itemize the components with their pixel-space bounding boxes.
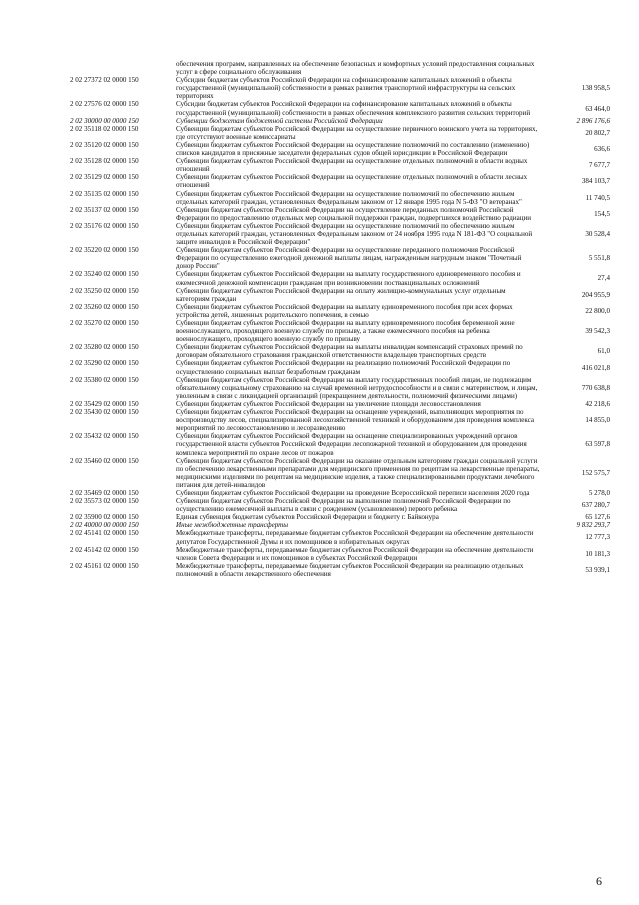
- classification-code: 2 02 35260 02 0000 150: [70, 302, 139, 311]
- revenue-name: Субвенции бюджетам субъектов Российской Федерации на осуществление отдельных полномочий в области водных отношений: [176, 157, 528, 174]
- classification-code: 2 02 40000 00 0000 150: [70, 521, 139, 530]
- table-row: [70, 141, 610, 157]
- revenue-name: Межбюджетные трансферты, передаваемые бюджетам субъектов Российской Федерации на обеспечение деятельности депутатов Государственной Думы и их помощников в избирательных округах: [176, 529, 534, 546]
- table-row: [70, 270, 610, 286]
- revenue-name: Субвенции бюджетам субъектов Российской Федерации на оказание отдельным категориям граждан социальной услуги по обеспечению лекарственными препаратами для медицинского применения по рецептам на лекарственные препараты, медицинскими изделиями по рецептам на медицинские изделия, а также специализированными продуктами лечебного питания для детей-инвалидов: [176, 456, 540, 489]
- table-row: [70, 489, 610, 497]
- classification-code: [70, 60, 176, 76]
- classification-code: 2 02 35118 02 0000 150: [70, 124, 139, 133]
- table-row: [70, 546, 610, 562]
- amount: 152 575,7: [581, 468, 610, 477]
- revenue-name: Субсидии бюджетам субъектов Российской Федерации на софинансирование капитальных вложений в объекты государственной (муниципальной) собственности в рамках обеспечения комплексного развития сельских территорий: [176, 100, 531, 117]
- revenue-name: Субвенции бюджетам субъектов Российской Федерации на осуществление полномочий по составлению (изменению) списков кандидатов в присяжные заседатели федеральных судов общей юрисдикции в Российской Федерации: [176, 140, 530, 158]
- revenue-name: Субвенции бюджетам субъектов Российской Федерации на осуществление переданных полномочий Российской Федерации по предоставлению отдельных мер социальной поддержки граждан, подвергшихся воздействию радиации: [176, 205, 532, 222]
- classification-code: 2 02 35290 02 0000 150: [70, 359, 139, 368]
- amount: 770 638,8: [581, 383, 610, 392]
- classification-code: 2 02 35128 02 0000 150: [70, 157, 139, 166]
- revenue-name: Субсидии бюджетам субъектов Российской Федерации на софинансирование капитальных вложений в объекты государственной (муниципальной) собственности в рамках развития транспортной инфраструктуры на сельских территориях: [176, 76, 516, 101]
- classification-code: 2 02 35250 02 0000 150: [70, 286, 139, 295]
- amount: 5 278,0: [588, 488, 610, 497]
- amount: 2 896 176,6: [576, 116, 610, 125]
- amount: 154,5: [594, 209, 610, 218]
- amount: 384 103,7: [581, 177, 610, 186]
- classification-code: 2 02 35137 02 0000 150: [70, 205, 139, 214]
- revenue-name: Субвенции бюджетам субъектов Российской Федерации на осуществление переданного полномочия Российской Федерации по осуществлению ежегодной денежной выплаты лицам, награжденным нагрудным знаком "Почетный донор России": [176, 246, 522, 271]
- amount: 636,6: [594, 144, 610, 153]
- table-row: [70, 343, 610, 359]
- table-row: [70, 303, 610, 319]
- classification-code: 2 02 35430 02 0000 150: [70, 408, 139, 417]
- amount: [540, 60, 610, 76]
- table-row: [70, 521, 610, 529]
- table-row: [70, 400, 610, 408]
- revenue-name: Субвенции бюджетам субъектов Российской Федерации на выплаты инвалидам компенсаций страховых премий по договорам обязательного страхования гражданской ответственности владельцев транспортных средств: [176, 343, 523, 360]
- table-row: [70, 432, 610, 456]
- amount: 10 181,3: [585, 549, 610, 558]
- amount: 63 464,0: [585, 104, 610, 113]
- table-row: [70, 100, 610, 116]
- classification-code: 2 02 35469 02 0000 150: [70, 488, 139, 497]
- revenue-name: Субвенции бюджетам субъектов Российской Федерации на осуществление отдельных полномочий в области лесных отношений: [176, 173, 528, 190]
- revenue-name: Субвенции бюджетам субъектов Российской Федерации на оплату жилищно-коммунальных услуг отдельным категориям граждан: [176, 286, 506, 303]
- classification-code: 2 02 35573 02 0000 150: [70, 497, 139, 506]
- classification-code: 2 02 35120 02 0000 150: [70, 140, 139, 149]
- page-number: 6: [596, 874, 602, 888]
- revenue-name: Субвенции бюджетам бюджетной системы Российской Федерации: [176, 116, 383, 125]
- table-body: [70, 60, 610, 578]
- table-row: [70, 173, 610, 189]
- amount: 11 740,5: [585, 193, 610, 202]
- revenue-name: Субвенции бюджетам субъектов Российской Федерации на выплату единовременного пособия при всех формах устройства детей, лишенных родительского попечения, в семью: [176, 302, 513, 319]
- amount: 138 958,5: [581, 84, 610, 93]
- classification-code: 2 02 35900 02 0000 150: [70, 513, 139, 522]
- revenue-name: Иные межбюджетные трансферты: [176, 521, 288, 530]
- revenue-name: Субвенции бюджетам субъектов Российской Федерации на увеличение площади лесовосстановления: [176, 399, 481, 408]
- table-row: [70, 376, 610, 400]
- revenue-name: Субвенции бюджетам субъектов Российской Федерации на осуществление полномочий по обеспечению жильем отдельных категорий граждан, установленных Федеральным законом от 12 января 1995 года N 5-ФЗ "О ветеранах": [176, 189, 522, 206]
- revenue-name: Межбюджетные трансферты, передаваемые бюджетам субъектов Российской Федерации на обеспечение деятельности членов Совета Федерации и их помощников в субъектах Российской Федерации: [176, 545, 534, 562]
- amount: 7 677,7: [588, 161, 610, 170]
- revenue-name: обеспечения программ, направленных на обеспечение безопасных и комфортных условий предоставления социальных услуг в сфере социального обслуживания: [176, 60, 535, 77]
- table-row: [70, 359, 610, 375]
- amount: 63 597,8: [585, 440, 610, 449]
- amount: 53 939,1: [585, 565, 610, 574]
- revenue-name: Межбюджетные трансферты, передаваемые бюджетам субъектов Российской Федерации на реализацию отдельных полномочий в области лекарственного обеспечения: [176, 561, 524, 578]
- amount: 416 021,8: [581, 363, 610, 372]
- revenue-name: Субвенции бюджетам субъектов Российской Федерации на выполнение полномочий Российской Федерации по осуществлению ежемесячной выплаты в связи с рождением (усыновлением) первого ребенка: [176, 497, 511, 514]
- classification-code: 2 02 35240 02 0000 150: [70, 270, 139, 279]
- amount: 637 280,7: [581, 501, 610, 510]
- classification-code: 2 02 35280 02 0000 150: [70, 343, 139, 352]
- table-row: [70, 125, 610, 141]
- classification-code: 2 02 35135 02 0000 150: [70, 189, 139, 198]
- classification-code: 2 02 35176 02 0000 150: [70, 221, 139, 230]
- table-row: [70, 60, 610, 76]
- revenue-name: Субвенции бюджетам субъектов Российской Федерации на оснащение учреждений, выполняющих мероприятия по воспроизводству лесов, специализированной лесохозяйственной техникой и оборудованием для проведения комплекса мероприятий по лесовосстановлению и лесоразведению: [176, 408, 535, 433]
- table-row: [70, 246, 610, 270]
- table-row: [70, 157, 610, 173]
- classification-code: 2 02 35460 02 0000 150: [70, 456, 139, 465]
- table-row: [70, 457, 610, 489]
- table-row: [70, 513, 610, 521]
- table-row: [70, 222, 610, 246]
- amount: 42 218,6: [585, 399, 610, 408]
- classification-code: 2 02 45142 02 0000 150: [70, 545, 139, 554]
- amount: 9 832 293,7: [576, 521, 610, 530]
- revenue-name: Единая субвенция бюджетам субъектов Российской Федерации и бюджету г. Байконура: [176, 513, 439, 522]
- amount: 65 127,6: [585, 513, 610, 522]
- revenue-name: Субвенции бюджетам субъектов Российской Федерации на выплату государственных пособий лицам, не подлежащим обязательному социальному страхованию на случай временной нетрудоспособности и в связи с материнством, и лицам, уволенным в связи с ликвидацией организаций (прекращением деятельности, полномочий физическими лицами): [176, 375, 538, 400]
- budget-revenue-table: [70, 60, 610, 578]
- revenue-name: Субвенции бюджетам субъектов Российской Федерации на оснащение специализированных учреждений органов государственной власти субъектов Российской Федерации лесопожарной техникой и оборудованием для проведения комплекса мероприятий по охране лесов от пожаров: [176, 432, 527, 457]
- revenue-name: Субвенции бюджетам субъектов Российской Федерации на осуществление первичного воинского учета на территориях, где отсутствуют военные комиссариаты: [176, 124, 538, 141]
- revenue-name: Субвенции бюджетам субъектов Российской Федерации на проведение Всероссийской переписи населения 2020 года: [176, 488, 530, 497]
- revenue-name: Субвенции бюджетам субъектов Российской Федерации на выплату государственного единовременного пособия и ежемесячной денежной компенсации гражданам при возникновении поствакцинальных осложнений: [176, 270, 521, 287]
- classification-code: 2 02 35432 02 0000 150: [70, 432, 139, 441]
- classification-code: 2 02 27576 02 0000 150: [70, 100, 139, 109]
- revenue-name: Субвенции бюджетам субъектов Российской Федерации на реализацию полномочий Российской Федерации по осуществлению социальных выплат безработным гражданам: [176, 359, 511, 376]
- amount: 12 777,3: [585, 533, 610, 542]
- amount: 30 528,4: [585, 229, 610, 238]
- amount: 5 551,8: [588, 254, 610, 263]
- table-row: [70, 287, 610, 303]
- table-row: [70, 319, 610, 343]
- classification-code: 2 02 45141 02 0000 150: [70, 529, 139, 538]
- amount: 27,4: [597, 274, 610, 283]
- table-row: [70, 497, 610, 513]
- amount: 20 802,7: [585, 128, 610, 137]
- amount: 22 800,0: [585, 306, 610, 315]
- classification-code: 2 02 30000 00 0000 150: [70, 116, 139, 125]
- table-row: [70, 529, 610, 545]
- revenue-name: Субвенции бюджетам субъектов Российской Федерации на выплату единовременного пособия беременной жене военнослужащего, проходящего военную службу по призыву, а также ежемесячного пособия на ребенка военнослужащего, проходящего военную службу по призыву: [176, 319, 515, 344]
- classification-code: 2 02 35129 02 0000 150: [70, 173, 139, 182]
- amount: 204 955,9: [581, 290, 610, 299]
- amount: 61,0: [597, 347, 610, 356]
- amount: 14 855,0: [585, 416, 610, 425]
- table-row: [70, 190, 610, 206]
- table-row: [70, 76, 610, 100]
- classification-code: 2 02 35380 02 0000 150: [70, 375, 139, 384]
- classification-code: 2 02 35429 02 0000 150: [70, 399, 139, 408]
- amount: 39 542,3: [585, 327, 610, 336]
- classification-code: 2 02 45161 02 0000 150: [70, 561, 139, 570]
- table-row: [70, 206, 610, 222]
- classification-code: 2 02 35270 02 0000 150: [70, 319, 139, 327]
- table-row: [70, 408, 610, 432]
- classification-code: 2 02 27372 02 0000 150: [70, 76, 139, 85]
- table-row: [70, 117, 610, 125]
- table-row: [70, 562, 610, 578]
- classification-code: 2 02 35220 02 0000 150: [70, 246, 139, 255]
- revenue-name: Субвенции бюджетам субъектов Российской Федерации на осуществление полномочий по обеспечению жильем отдельных категорий граждан, установленных Федеральным законом от 24 ноября 1995 года N 181-ФЗ "О социальной защите инвалидов в Российской Федерации": [176, 221, 533, 247]
